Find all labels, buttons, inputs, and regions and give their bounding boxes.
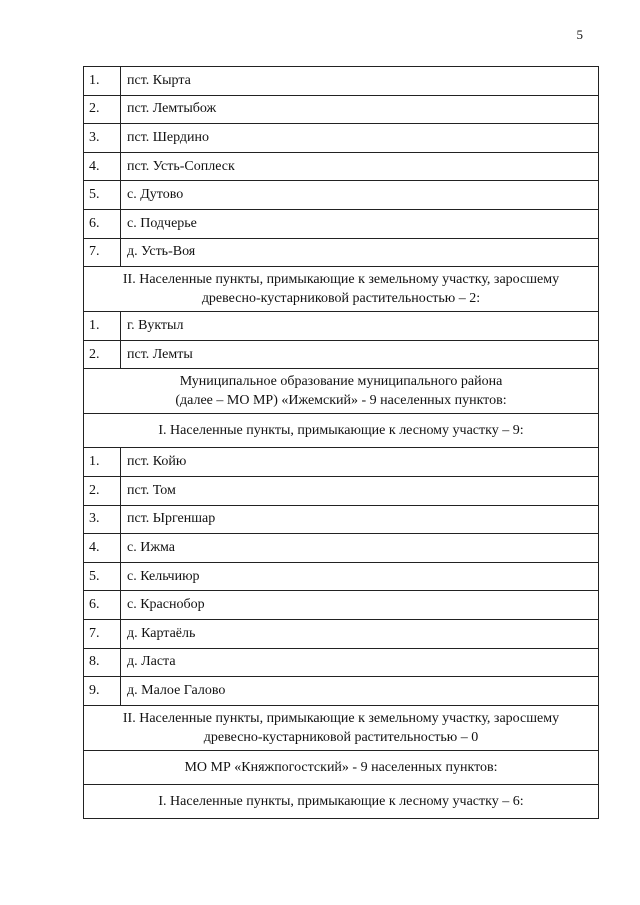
settlement-name: с. Кельчиюр bbox=[121, 562, 599, 591]
section-header bbox=[84, 705, 599, 750]
table-row bbox=[84, 476, 599, 505]
settlement-name: пст. Шердино bbox=[121, 124, 599, 153]
section-header-row bbox=[84, 369, 599, 414]
section-header bbox=[84, 267, 599, 312]
table-row bbox=[84, 619, 599, 648]
settlements-table bbox=[83, 66, 599, 819]
section-header-line: II. Населенные пункты, примыкающие к земельному участку, заросшему bbox=[122, 710, 560, 726]
row-number: 2. bbox=[84, 95, 121, 124]
table-row bbox=[84, 95, 599, 124]
table-row bbox=[84, 124, 599, 153]
row-number: 6. bbox=[84, 591, 121, 620]
table-row bbox=[84, 152, 599, 181]
table-row bbox=[84, 534, 599, 563]
row-number: 4. bbox=[84, 152, 121, 181]
settlement-name: пст. Лемтыбож bbox=[121, 95, 599, 124]
settlement-name: с. Ижма bbox=[121, 534, 599, 563]
row-number: 1. bbox=[84, 67, 121, 96]
settlement-name: с. Дутово bbox=[121, 181, 599, 210]
table-row bbox=[84, 209, 599, 238]
row-number: 4. bbox=[84, 534, 121, 563]
row-number: 1. bbox=[84, 448, 121, 477]
table-row bbox=[84, 677, 599, 706]
section-header-line: Муниципальное образование муниципального района bbox=[179, 374, 503, 390]
page-number: 5 bbox=[576, 27, 583, 42]
table-row bbox=[84, 648, 599, 677]
settlement-name: д. Ласта bbox=[121, 648, 599, 677]
section-header-line: МО МР «Княжпогостский» - 9 населенных пунктов: bbox=[184, 759, 498, 775]
table-row bbox=[84, 562, 599, 591]
section-header bbox=[84, 369, 599, 414]
table-row bbox=[84, 67, 599, 96]
table-row bbox=[84, 340, 599, 369]
row-number: 3. bbox=[84, 505, 121, 534]
settlement-name: пст. Ыргеншар bbox=[121, 505, 599, 534]
row-number: 1. bbox=[84, 312, 121, 341]
section-header-row bbox=[84, 267, 599, 312]
section-header-line: II. Населенные пункты, примыкающие к земельному участку, заросшему bbox=[122, 272, 560, 288]
settlement-name: д. Картаёль bbox=[121, 619, 599, 648]
section-header-line: древесно-кустарниковой растительностью – 2: bbox=[201, 291, 481, 307]
section-header-line: I. Населенные пункты, примыкающие к лесному участку – 6: bbox=[158, 793, 524, 809]
row-number: 7. bbox=[84, 238, 121, 267]
table-row bbox=[84, 181, 599, 210]
row-number: 5. bbox=[84, 181, 121, 210]
section-header bbox=[84, 750, 599, 784]
row-number: 3. bbox=[84, 124, 121, 153]
section-header-row bbox=[84, 705, 599, 750]
section-header bbox=[84, 414, 599, 448]
section-header-line: I. Населенные пункты, примыкающие к лесному участку – 9: bbox=[158, 423, 524, 439]
table-row bbox=[84, 591, 599, 620]
settlement-name: пст. Койю bbox=[121, 448, 599, 477]
settlements-table-body bbox=[84, 67, 599, 819]
row-number: 5. bbox=[84, 562, 121, 591]
settlement-name: пст. Усть-Соплеск bbox=[121, 152, 599, 181]
table-row bbox=[84, 238, 599, 267]
table-row bbox=[84, 312, 599, 341]
section-header-line: древесно-кустарниковой растительностью – 0 bbox=[203, 729, 479, 745]
row-number: 8. bbox=[84, 648, 121, 677]
section-header-row bbox=[84, 784, 599, 818]
settlement-name: пст. Кырта bbox=[121, 67, 599, 96]
table-row bbox=[84, 448, 599, 477]
settlement-name: с. Краснобор bbox=[121, 591, 599, 620]
section-header-row bbox=[84, 414, 599, 448]
table-row bbox=[84, 505, 599, 534]
section-header bbox=[84, 784, 599, 818]
settlement-name: с. Подчерье bbox=[121, 209, 599, 238]
settlement-name: д. Малое Галово bbox=[121, 677, 599, 706]
settlement-name: г. Вуктыл bbox=[121, 312, 599, 341]
settlement-name: пст. Том bbox=[121, 476, 599, 505]
row-number: 2. bbox=[84, 340, 121, 369]
row-number: 6. bbox=[84, 209, 121, 238]
settlement-name: д. Усть-Воя bbox=[121, 238, 599, 267]
section-header-line: (далее – МО МР) «Ижемский» - 9 населенных пунктов: bbox=[175, 393, 507, 409]
row-number: 2. bbox=[84, 476, 121, 505]
row-number: 9. bbox=[84, 677, 121, 706]
section-header-row bbox=[84, 750, 599, 784]
settlement-name: пст. Лемты bbox=[121, 340, 599, 369]
row-number: 7. bbox=[84, 619, 121, 648]
